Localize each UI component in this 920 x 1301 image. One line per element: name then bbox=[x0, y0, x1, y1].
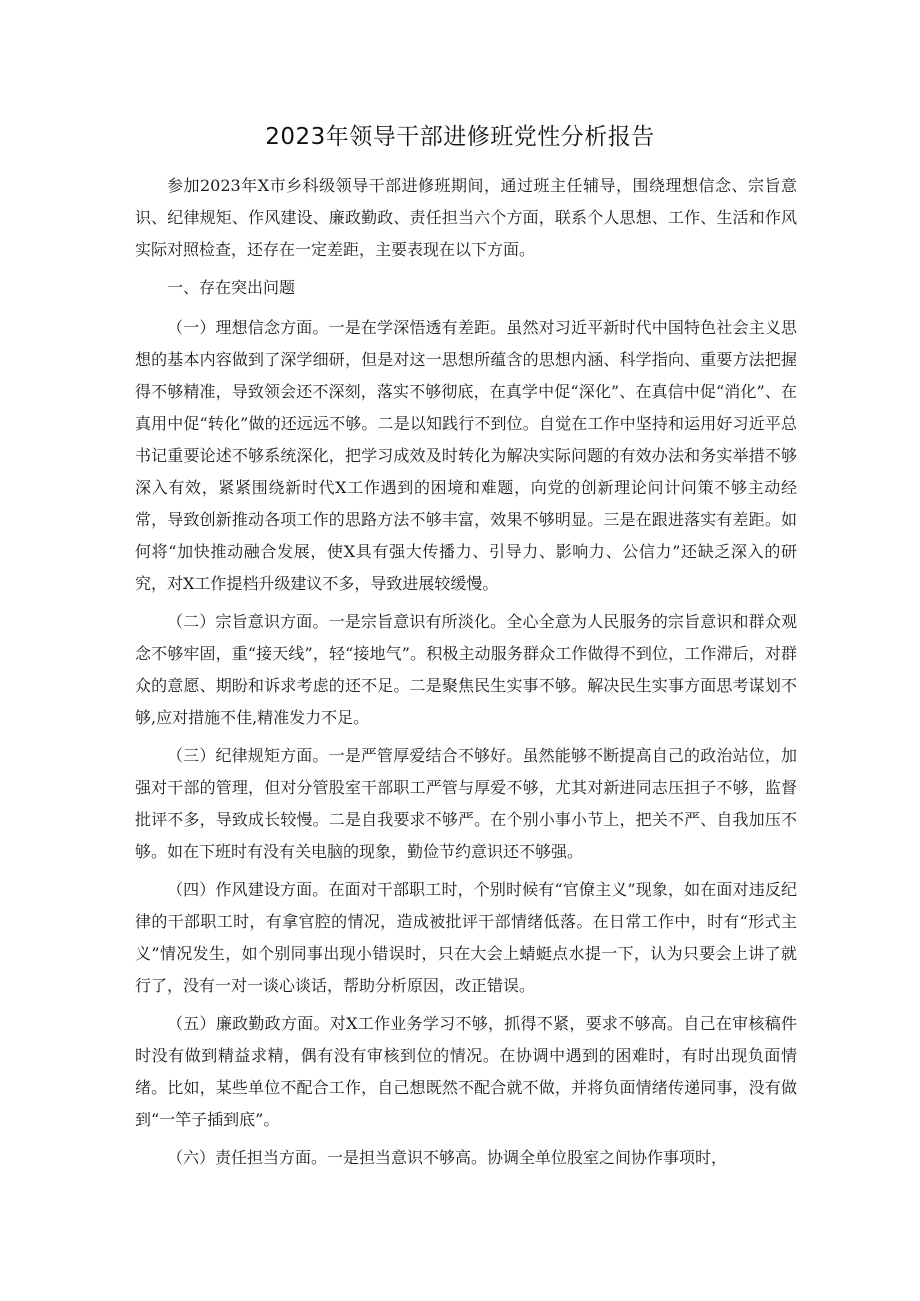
paragraph-purpose: （二）宗旨意识方面。一是宗旨意识有所淡化。全心全意为人民服务的宗旨意识和群众观念不够牢固，重“接天线”，轻“接地气”。积极主动服务群众工作做得不到位，工作滞后，对群众的意愿、期盼和诉求考虑的还不足。二是聚焦民生实事不够。解决民生实事方面思考谋划不够,应对措施不佳,精准发力不足。 bbox=[135, 612, 797, 727]
document-body bbox=[135, 170, 797, 1180]
paragraph-discipline: （三）纪律规矩方面。一是严管厚爱结合不够好。虽然能够不断提高自己的政治站位，加强对干部的管理，但对分管股室干部职工严管与厚爱不够，尤其对新进同志压担子不够，监督批评不多，导致成长较慢。二是自我要求不够严。在个别小事小节上，把关不严、自我加压不够。如在下班时有没有关电脑的现象，勤俭节约意识还不够强。 bbox=[135, 746, 797, 861]
document-title: 2023年领导干部进修班党性分析报告 bbox=[265, 124, 655, 150]
section-heading: 一、存在突出问题 bbox=[167, 278, 296, 297]
intro-paragraph: 参加2023年X市乡科级领导干部进修班期间，通过班主任辅导，围绕理想信念、宗旨意识、纪律规矩、作风建设、廉政勤政、责任担当六个方面，联系个人思想、工作、生活和作风实际对照检查，还存在一定差距，主要表现在以下方面。 bbox=[135, 176, 797, 259]
paragraph-ideals: （一）理想信念方面。一是在学深悟透有差距。虽然对习近平新时代中国特色社会主义思想的基本内容做到了深学细研，但是对这一思想所蕴含的思想内涵、科学指向、重要方法把握得不够精准，导致领会还不深刻，落实不够彻底，在真学中促“深化”、在真信中促“消化”、在真用中促“转化”做的还远远不够。二是以知践行不到位。自觉在工作中坚持和运用好习近平总书记重要论述不够系统深化，把学习成效及时转化为解决实际问题的有效办法和务实举措不够深入有效，紧紧围绕新时代X工作遇到的困境和难题，向党的创新理论问计问策不够主动经常，导致创新推动各项工作的思路方法不够丰富，效果不够明显。三是在跟进落实有差距。如何将“加快推动融合发展，使X具有强大传播力、引导力、影响力、公信力”还缺乏深入的研究，对X工作提档升级建议不多，导致进展较缓慢。 bbox=[135, 318, 797, 593]
paragraph-integrity: （五）廉政勤政方面。对X工作业务学习不够，抓得不紧，要求不够高。自己在审核稿件时没有做到精益求精，偶有没有审核到位的情况。在协调中遇到的困难时，有时出现负面情绪。比如，某些单位不配合工作，自己想既然不配合就不做，并将负面情绪传递同事，没有做到“一竿子插到底”。 bbox=[135, 1014, 797, 1129]
paragraph-responsibility: （六）责任担当方面。一是担当意识不够高。协调全单位股室之间协作事项时， bbox=[167, 1148, 728, 1167]
paragraph-style: （四）作风建设方面。在面对干部职工时，个别时候有“官僚主义”现象，如在面对违反纪律的干部职工时，有拿官腔的情况，造成被批评干部情绪低落。在日常工作中，时有“形式主义”情况发生，如个别同事出现小错误时，只在大会上蜻蜓点水提一下，认为只要会上讲了就行了，没有一对一谈心谈话，帮助分析原因，改正错误。 bbox=[135, 880, 797, 995]
